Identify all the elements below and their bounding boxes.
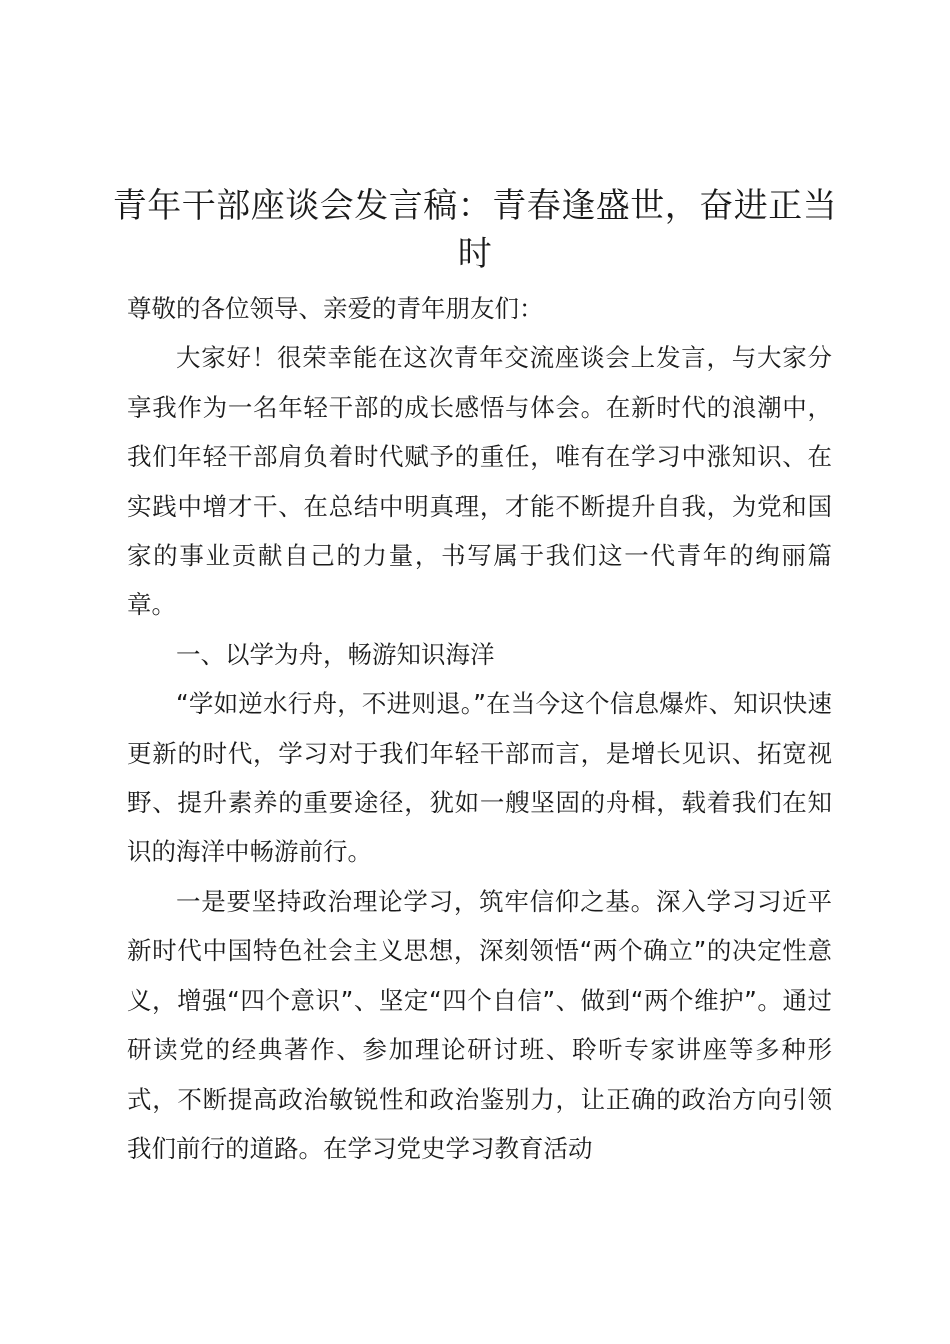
document-title: 青年干部座谈会发言稿：青春逢盛世，奋进正当时 (112, 186, 838, 274)
document-body (127, 284, 832, 1173)
salutation: 尊敬的各位领导、亲爱的青年朋友们： (127, 294, 544, 323)
paragraph-learning-intro: “学如逆水行舟，不进则退。”在当今这个信息爆炸、知识快速更新的时代，学习对于我们年轻干部而言，是增长见识、拓宽视野、提升素养的重要途径，犹如一艘坚固的舟楫，载着我们在知识的海洋中畅游前行。 (127, 689, 832, 867)
paragraph-political-theory: 一是要坚持政治理论学习，筑牢信仰之基。深入学习习近平新时代中国特色社会主义思想，深刻领悟“两个确立”的决定性意义，增强“四个意识”、坚定“四个自信”、做到“两个维护”。通过研读党的经典著作、参加理论研讨班、聆听专家讲座等多种形式，不断提高政治敏锐性和政治鉴别力，让正确的政治方向引领我们前行的道路。在学习党史学习教育活动 (127, 886, 832, 1163)
section-heading-1: 一、以学为舟，畅游知识海洋 (176, 639, 495, 669)
paragraph-greeting: 大家好！很荣幸能在这次青年交流座谈会上发言，与大家分享我作为一名年轻干部的成长感悟与体会。在新时代的浪潮中，我们年轻干部肩负着时代赋予的重任，唯有在学习中涨知识、在实践中增才干、在总结中明真理，才能不断提升自我，为党和国家的事业贡献自己的力量，书写属于我们这一代青年的绚丽篇章。 (127, 343, 832, 620)
